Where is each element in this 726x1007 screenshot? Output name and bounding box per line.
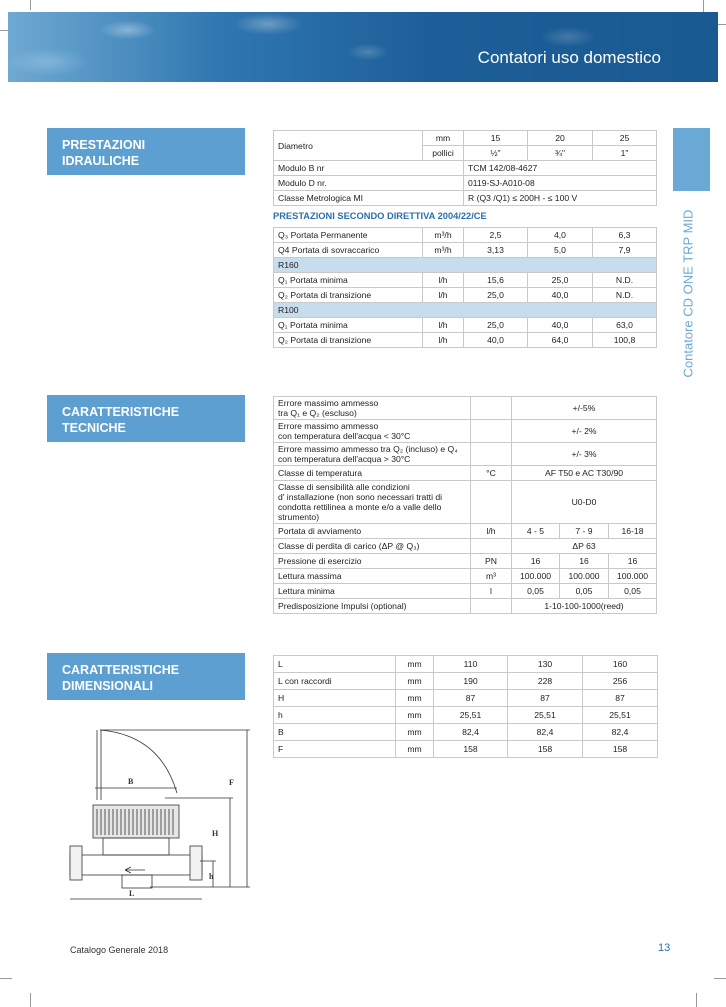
table-row [274, 333, 657, 348]
row-label: R100 [274, 303, 657, 318]
row-label: Q₃ Portata Permanente [274, 228, 423, 243]
table-row [274, 176, 657, 191]
cell-value: 7,9 [593, 243, 657, 258]
cell-value: PN [471, 554, 512, 569]
cell-value: +/-5% [512, 397, 657, 420]
row-label: Pressione di esercizio [274, 554, 471, 569]
cell-value [471, 539, 512, 554]
meter-body [70, 805, 202, 888]
cell-value: l/h [423, 318, 464, 333]
table-row [274, 524, 657, 539]
cell-value: 15,6 [464, 273, 528, 288]
cell-value: l/h [423, 273, 464, 288]
row-label: Lettura massima [274, 569, 471, 584]
cell-value: 40,0 [464, 333, 528, 348]
cell-value: R (Q3 /Q1) ≤ 200H - ≤ 100 V [464, 191, 657, 206]
section-label-tecniche: CARATTERISTICHE TECNICHE [47, 395, 245, 442]
row-label: Q₁ Portata minima [274, 273, 423, 288]
dimension-label-f: F [229, 778, 234, 787]
table-technical [273, 396, 657, 614]
side-accent-box [673, 128, 710, 191]
table-row [274, 539, 657, 554]
cell-value: 87 [583, 690, 658, 707]
table-row [274, 569, 657, 584]
directive-heading: PRESTAZIONI SECONDO DIRETTIVA 2004/22/CE [273, 211, 487, 221]
cell-value: 158 [434, 741, 508, 758]
cell-value: 16 [512, 554, 560, 569]
header-banner [8, 12, 718, 82]
section-label-dimensionali: CARATTERISTICHE DIMENSIONALI [47, 653, 245, 700]
cell-value: 20 [528, 131, 593, 146]
crop-mark [714, 978, 726, 979]
cell-value: °C [471, 466, 512, 481]
table-row [274, 481, 657, 524]
cell-value: 100,8 [593, 333, 657, 348]
cell-value: 5,0 [528, 243, 593, 258]
cell-value: 16-18 [609, 524, 657, 539]
dimension-label-b: B [128, 777, 134, 786]
row-label: Errore massimo ammesso con temperatura dell'acqua < 30°C [274, 420, 471, 443]
cell-value: ½" [464, 146, 528, 161]
cell-value: m³/h [423, 243, 464, 258]
cell-value: 15 [464, 131, 528, 146]
cell-value: 158 [508, 741, 583, 758]
row-label: Errore massimo ammesso tra Q₁ e Q₂ (escluso) [274, 397, 471, 420]
cell-value: 16 [560, 554, 609, 569]
row-label: Classe Metrologica MI [274, 191, 464, 206]
cell-value: 6,3 [593, 228, 657, 243]
table-row [274, 741, 658, 758]
table-row [274, 554, 657, 569]
row-label: Modulo B nr [274, 161, 464, 176]
cell-value: mm [396, 707, 434, 724]
row-label: Errore massimo ammesso tra Q₂ (incluso) e Q₄ con temperatura dell'acqua > 30°C [274, 443, 471, 466]
row-label: Predisposizione Impulsi (optional) [274, 599, 471, 614]
cell-value: 160 [583, 656, 658, 673]
cell-value: 2,5 [464, 228, 528, 243]
crop-mark [30, 993, 31, 1007]
cell-value: 87 [434, 690, 508, 707]
cell-value: ¾" [528, 146, 593, 161]
table-row [274, 656, 658, 673]
cell-value: ΔP 63 [512, 539, 657, 554]
row-label: Lettura minima [274, 584, 471, 599]
table-row [274, 724, 658, 741]
cell-value [471, 599, 512, 614]
table-row [274, 443, 657, 466]
cell-value [471, 397, 512, 420]
crop-mark [30, 0, 31, 10]
table-row [274, 690, 658, 707]
cell-value: N.D. [593, 273, 657, 288]
table-row [274, 599, 657, 614]
table-row [274, 273, 657, 288]
row-label: h [274, 707, 396, 724]
cell-value: 82,4 [583, 724, 658, 741]
cell-value [471, 481, 512, 524]
row-label: Modulo D nr. [274, 176, 464, 191]
cell-value: 25,51 [583, 707, 658, 724]
dimension-label-h-lower: h [209, 872, 214, 881]
cell-value: 25,51 [434, 707, 508, 724]
cell-value: +/- 3% [512, 443, 657, 466]
row-label: Portata di avviamento [274, 524, 471, 539]
cell-value: mm [396, 741, 434, 758]
cell-value: 40,0 [528, 318, 593, 333]
table-row [274, 288, 657, 303]
cell-value: 100.000 [560, 569, 609, 584]
row-label: Q₂ Portata di transizione [274, 333, 423, 348]
row-label: Diametro [274, 131, 423, 161]
table-row [274, 318, 657, 333]
meter-lid [97, 730, 177, 800]
row-label: Q₂ Portata di transizione [274, 288, 423, 303]
cell-value: mm [396, 673, 434, 690]
cell-value: mm [423, 131, 464, 146]
cell-value: 87 [508, 690, 583, 707]
cell-value: 0,05 [560, 584, 609, 599]
cell-value: m³ [471, 569, 512, 584]
cell-value: 25,0 [464, 288, 528, 303]
row-label: H [274, 690, 396, 707]
cell-value: l [471, 584, 512, 599]
table-row [274, 161, 657, 176]
cell-value [471, 420, 512, 443]
cell-value: 4,0 [528, 228, 593, 243]
table-row [274, 303, 657, 318]
row-label: Classe di temperatura [274, 466, 471, 481]
dimension-label-l: L [129, 889, 135, 898]
cell-value: 100.000 [609, 569, 657, 584]
cell-value: 130 [508, 656, 583, 673]
row-label: Q₁ Portata minima [274, 318, 423, 333]
footer-catalog: Catalogo Generale 2018 [70, 945, 169, 955]
cell-value: l/h [423, 333, 464, 348]
row-label: L [274, 656, 396, 673]
cell-value: 228 [508, 673, 583, 690]
cell-value: 25,51 [508, 707, 583, 724]
table-row [274, 466, 657, 481]
page-number: 13 [658, 942, 671, 954]
table-general [273, 130, 657, 206]
cell-value: l/h [471, 524, 512, 539]
cell-value: 63,0 [593, 318, 657, 333]
table-row [274, 707, 658, 724]
dimension-label-h-upper: H [212, 829, 219, 838]
row-label: pollici [423, 146, 464, 161]
table-row [274, 258, 657, 273]
table-row [274, 673, 658, 690]
table-row [274, 397, 657, 420]
table-row [274, 420, 657, 443]
cell-value: l/h [423, 288, 464, 303]
cell-value: 82,4 [508, 724, 583, 741]
cell-value: 7 - 9 [560, 524, 609, 539]
cell-value: 25,0 [464, 318, 528, 333]
table-row [274, 228, 657, 243]
cell-value: 0,05 [609, 584, 657, 599]
cell-value: +/- 2% [512, 420, 657, 443]
cell-value: 25 [593, 131, 657, 146]
cell-value: 40,0 [528, 288, 593, 303]
row-label: R160 [274, 258, 657, 273]
cell-value: 0119-SJ-A010-08 [464, 176, 657, 191]
row-label: L con raccordi [274, 673, 396, 690]
cell-value: 64,0 [528, 333, 593, 348]
cell-value: mm [396, 724, 434, 741]
cell-value: m³/h [423, 228, 464, 243]
cell-value: 0,05 [512, 584, 560, 599]
cell-value: TCM 142/08-4627 [464, 161, 657, 176]
cell-value: AF T50 e AC T30/90 [512, 466, 657, 481]
page-title: Contatori uso domestico [477, 48, 661, 67]
table-row [274, 191, 657, 206]
cell-value: 16 [609, 554, 657, 569]
cell-value: 4 - 5 [512, 524, 560, 539]
crop-mark [696, 993, 697, 1007]
row-label: B [274, 724, 396, 741]
row-label: Classe di perdita di carico (ΔP @ Q₃) [274, 539, 471, 554]
cell-value: 82,4 [434, 724, 508, 741]
cell-value: 158 [583, 741, 658, 758]
cell-value: 190 [434, 673, 508, 690]
table-directive [273, 227, 657, 348]
table-row [274, 131, 657, 146]
cell-value: 25,0 [528, 273, 593, 288]
table-dimensions [273, 655, 658, 758]
cell-value: mm [396, 656, 434, 673]
cell-value: 100.000 [512, 569, 560, 584]
table-row [274, 584, 657, 599]
cell-value: 1-10-100-1000(reed) [512, 599, 657, 614]
cell-value [471, 443, 512, 466]
cell-value: 256 [583, 673, 658, 690]
row-label: Q4 Portata di sovraccarico [274, 243, 423, 258]
side-product-label: Contatore CD ONE TRP MID [680, 209, 696, 378]
crop-mark [0, 978, 12, 979]
cell-value: N.D. [593, 288, 657, 303]
table-row [274, 243, 657, 258]
row-label: F [274, 741, 396, 758]
water-meter-drawing [40, 715, 280, 915]
cell-value: 1" [593, 146, 657, 161]
cell-value: 3,13 [464, 243, 528, 258]
cell-value: 110 [434, 656, 508, 673]
cell-value: U0-D0 [512, 481, 657, 524]
section-label-idrauliche: PRESTAZIONI IDRAULICHE [47, 128, 245, 175]
row-label: Classe di sensibilità alle condizioni d' installazione (non sono necessari tratti di condotta rettilinea a monte e/o a valle dello strumento) [274, 481, 471, 524]
cell-value: mm [396, 690, 434, 707]
